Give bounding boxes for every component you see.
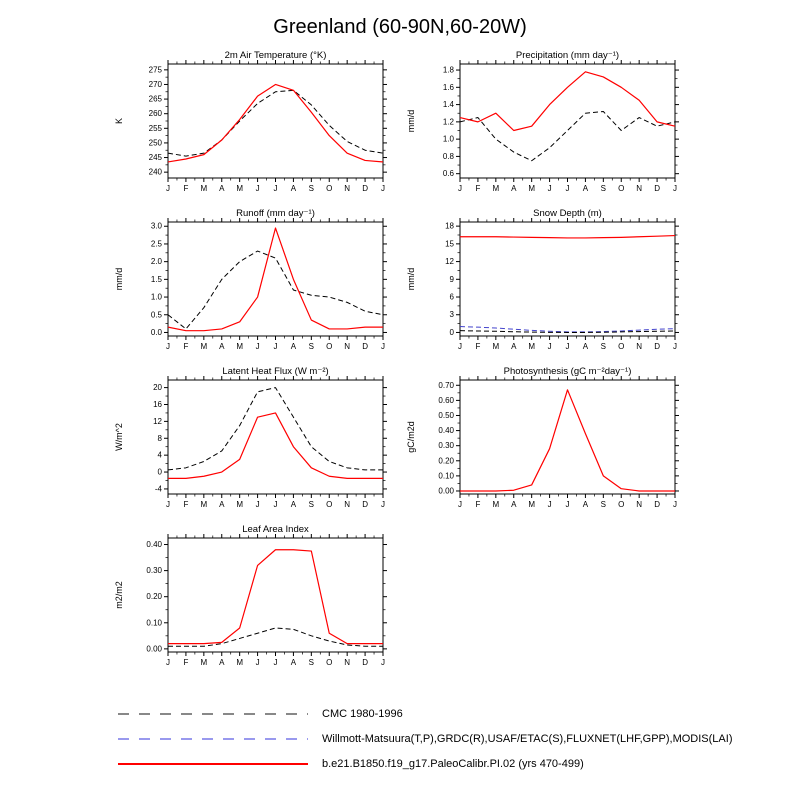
svg-text:M: M — [236, 342, 244, 351]
svg-text:Snow Depth (m): Snow Depth (m) — [533, 208, 602, 219]
svg-text:M: M — [492, 500, 500, 509]
svg-text:20: 20 — [153, 383, 162, 393]
svg-text:-4: -4 — [154, 484, 162, 494]
page-title: Greenland (60-90N,60-20W) — [273, 16, 527, 38]
svg-text:A: A — [219, 184, 225, 193]
svg-text:1.0: 1.0 — [150, 292, 162, 302]
svg-text:A: A — [219, 500, 225, 509]
svg-text:Latent Heat Flux (W m⁻²): Latent Heat Flux (W m⁻²) — [222, 366, 329, 377]
svg-text:0.30: 0.30 — [438, 441, 454, 451]
svg-text:255: 255 — [148, 123, 162, 133]
svg-text:1.6: 1.6 — [442, 82, 454, 92]
svg-text:0.5: 0.5 — [150, 310, 162, 320]
svg-text:J: J — [458, 184, 462, 193]
svg-text:M: M — [492, 342, 500, 351]
svg-text:0.0: 0.0 — [150, 327, 162, 337]
svg-text:12: 12 — [153, 416, 162, 426]
svg-text:M: M — [528, 342, 536, 351]
svg-text:12: 12 — [445, 257, 454, 267]
svg-text:J: J — [381, 500, 385, 509]
svg-text:D: D — [362, 658, 368, 667]
svg-text:A: A — [219, 658, 225, 667]
svg-text:18: 18 — [445, 221, 454, 231]
chart-latent-heat-flux — [110, 363, 402, 521]
svg-text:J: J — [458, 500, 462, 509]
svg-text:Leaf Area Index: Leaf Area Index — [242, 524, 309, 535]
svg-text:250: 250 — [148, 138, 162, 148]
svg-text:F: F — [475, 184, 481, 193]
svg-text:A: A — [290, 184, 297, 193]
svg-text:9: 9 — [449, 274, 454, 284]
svg-text:1.2: 1.2 — [442, 117, 454, 127]
svg-text:D: D — [362, 342, 368, 351]
svg-text:M: M — [528, 500, 536, 509]
svg-text:J: J — [255, 184, 260, 193]
svg-text:M: M — [492, 184, 500, 193]
svg-text:240: 240 — [148, 167, 162, 177]
chart-snow-depth — [402, 205, 694, 363]
svg-text:Photosynthesis (gC m⁻²day⁻¹): Photosynthesis (gC m⁻²day⁻¹) — [503, 366, 632, 377]
svg-text:N: N — [636, 342, 643, 351]
svg-text:J: J — [547, 184, 552, 193]
svg-text:A: A — [511, 500, 517, 509]
chart-svg-precipitation — [402, 47, 687, 205]
svg-text:275: 275 — [148, 65, 162, 75]
legend-label-cmc: CMC 1980-1996 — [322, 707, 403, 720]
svg-text:A: A — [511, 184, 517, 193]
svg-text:0.20: 0.20 — [438, 456, 454, 466]
svg-text:O: O — [326, 342, 333, 351]
svg-text:J: J — [547, 342, 552, 351]
svg-text:0.8: 0.8 — [442, 151, 454, 161]
chart-svg-runoff — [110, 205, 395, 363]
svg-text:J: J — [273, 658, 278, 667]
svg-text:M: M — [236, 184, 244, 193]
svg-text:F: F — [183, 342, 189, 351]
svg-text:S: S — [308, 500, 315, 509]
svg-text:0.30: 0.30 — [146, 566, 162, 576]
svg-text:15: 15 — [445, 239, 454, 249]
svg-text:2m Air Temperature (°K): 2m Air Temperature (°K) — [224, 50, 327, 61]
svg-text:m2/m2: m2/m2 — [114, 581, 124, 609]
svg-text:J: J — [255, 342, 260, 351]
svg-text:0.70: 0.70 — [438, 380, 454, 390]
svg-text:J: J — [381, 342, 385, 351]
svg-text:0.10: 0.10 — [438, 471, 454, 481]
svg-text:mm/d: mm/d — [406, 109, 416, 133]
svg-text:F: F — [475, 500, 481, 509]
svg-text:Precipitation (mm day⁻¹): Precipitation (mm day⁻¹) — [515, 50, 620, 61]
svg-text:S: S — [600, 342, 607, 351]
svg-text:0: 0 — [157, 467, 162, 477]
svg-text:O: O — [326, 658, 333, 667]
svg-text:A: A — [582, 184, 589, 193]
svg-text:M: M — [200, 658, 208, 667]
empty-cell — [402, 521, 694, 679]
svg-text:F: F — [475, 342, 481, 351]
svg-text:N: N — [344, 342, 351, 351]
svg-text:1.8: 1.8 — [442, 65, 454, 75]
svg-text:mm/d: mm/d — [114, 267, 124, 291]
svg-text:J: J — [547, 500, 552, 509]
svg-text:0.10: 0.10 — [146, 618, 162, 628]
svg-text:J: J — [255, 500, 260, 509]
chart-photosynthesis — [402, 363, 694, 521]
svg-text:0.00: 0.00 — [438, 486, 454, 496]
svg-text:O: O — [618, 500, 625, 509]
svg-text:0.50: 0.50 — [438, 410, 454, 420]
svg-text:J: J — [166, 500, 170, 509]
svg-text:A: A — [290, 658, 297, 667]
svg-text:J: J — [166, 342, 170, 351]
svg-text:Runoff (mm day⁻¹): Runoff (mm day⁻¹) — [236, 208, 315, 219]
svg-text:3.0: 3.0 — [150, 221, 162, 231]
svg-text:260: 260 — [148, 109, 162, 119]
charts-grid — [110, 47, 800, 679]
svg-text:O: O — [618, 342, 625, 351]
svg-text:N: N — [636, 500, 643, 509]
svg-text:O: O — [326, 500, 333, 509]
svg-text:2.5: 2.5 — [150, 239, 162, 249]
svg-text:270: 270 — [148, 79, 162, 89]
svg-text:F: F — [183, 658, 189, 667]
svg-text:J: J — [673, 342, 677, 351]
svg-text:0.40: 0.40 — [438, 426, 454, 436]
svg-text:J: J — [673, 184, 677, 193]
svg-text:J: J — [565, 500, 570, 509]
svg-text:1.4: 1.4 — [442, 100, 454, 110]
svg-text:A: A — [582, 500, 589, 509]
svg-text:F: F — [183, 500, 189, 509]
svg-text:D: D — [362, 184, 368, 193]
svg-text:A: A — [290, 342, 297, 351]
svg-text:0: 0 — [449, 327, 454, 337]
svg-text:S: S — [600, 500, 607, 509]
svg-text:J: J — [166, 184, 170, 193]
svg-text:A: A — [511, 342, 517, 351]
svg-text:245: 245 — [148, 153, 162, 163]
svg-text:D: D — [362, 500, 368, 509]
svg-text:0.20: 0.20 — [146, 592, 162, 602]
chart-runoff — [110, 205, 402, 363]
svg-text:M: M — [236, 500, 244, 509]
svg-text:N: N — [636, 184, 643, 193]
svg-text:2.0: 2.0 — [150, 257, 162, 267]
legend-line-cmc — [118, 713, 308, 715]
svg-text:265: 265 — [148, 94, 162, 104]
chart-svg-snow-depth — [402, 205, 687, 363]
svg-text:J: J — [565, 342, 570, 351]
svg-text:0.00: 0.00 — [146, 644, 162, 654]
svg-text:K: K — [114, 117, 124, 125]
svg-text:M: M — [236, 658, 244, 667]
svg-text:J: J — [565, 184, 570, 193]
svg-text:N: N — [344, 658, 351, 667]
svg-text:M: M — [200, 184, 208, 193]
legend-row-observations — [118, 726, 800, 751]
legend-row-model — [118, 751, 800, 776]
svg-text:S: S — [308, 184, 315, 193]
svg-text:F: F — [183, 184, 189, 193]
svg-text:S: S — [308, 658, 315, 667]
svg-text:6: 6 — [449, 292, 454, 302]
svg-text:J: J — [381, 658, 385, 667]
svg-text:1.0: 1.0 — [442, 134, 454, 144]
svg-text:J: J — [273, 342, 278, 351]
legend-label-observations: Willmott-Matsuura(T,P),GRDC(R),USAF/ETAC(S),FLUXNET(LHF,GPP),MODIS(LAI) — [322, 732, 733, 745]
svg-text:A: A — [219, 342, 225, 351]
svg-text:4: 4 — [157, 450, 162, 460]
chart-svg-leaf-area-index — [110, 521, 395, 679]
svg-text:A: A — [582, 342, 589, 351]
svg-text:J: J — [673, 500, 677, 509]
svg-text:O: O — [326, 184, 333, 193]
chart-svg-latent-heat-flux — [110, 363, 395, 521]
svg-text:J: J — [166, 658, 170, 667]
legend-label-model: b.e21.B1850.f19_g17.PaleoCalibr.PI.02 (yrs 470-499) — [322, 757, 584, 770]
svg-text:J: J — [273, 500, 278, 509]
svg-text:J: J — [255, 658, 260, 667]
legend — [118, 701, 800, 776]
chart-precipitation — [402, 47, 694, 205]
svg-text:0.6: 0.6 — [442, 169, 454, 179]
svg-text:M: M — [528, 184, 536, 193]
svg-text:M: M — [200, 500, 208, 509]
svg-text:N: N — [344, 500, 351, 509]
svg-text:D: D — [654, 500, 660, 509]
svg-text:8: 8 — [157, 433, 162, 443]
svg-text:mm/d: mm/d — [406, 267, 416, 291]
svg-text:S: S — [308, 342, 315, 351]
svg-text:J: J — [273, 184, 278, 193]
svg-text:0.60: 0.60 — [438, 395, 454, 405]
svg-text:W/m^2: W/m^2 — [114, 423, 124, 451]
svg-text:1.5: 1.5 — [150, 274, 162, 284]
svg-text:N: N — [344, 184, 351, 193]
svg-text:3: 3 — [449, 310, 454, 320]
svg-text:16: 16 — [153, 399, 162, 409]
legend-row-cmc — [118, 701, 800, 726]
chart-leaf-area-index — [110, 521, 402, 679]
svg-text:A: A — [290, 500, 297, 509]
svg-text:D: D — [654, 184, 660, 193]
svg-text:J: J — [458, 342, 462, 351]
svg-text:gC/m2d: gC/m2d — [406, 421, 416, 453]
chart-svg-photosynthesis — [402, 363, 687, 521]
legend-line-observations — [118, 738, 308, 740]
svg-text:M: M — [200, 342, 208, 351]
svg-text:S: S — [600, 184, 607, 193]
chart-svg-air-temperature — [110, 47, 395, 205]
svg-text:0.40: 0.40 — [146, 540, 162, 550]
svg-text:O: O — [618, 184, 625, 193]
legend-line-model — [118, 763, 308, 765]
chart-air-temperature — [110, 47, 402, 205]
svg-text:J: J — [381, 184, 385, 193]
svg-text:D: D — [654, 342, 660, 351]
